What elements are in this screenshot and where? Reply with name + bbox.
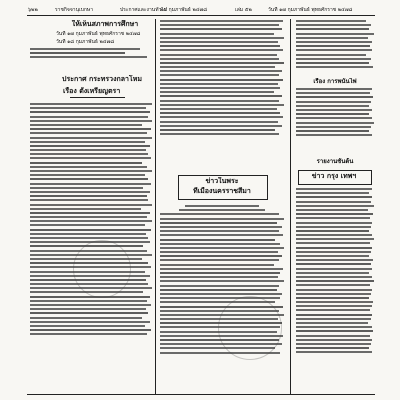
section-title: ให้เห็นสภาพการศึกษา xyxy=(71,20,139,28)
announcement-subject: เรื่อง ตั้งเหรียญตรา xyxy=(63,87,121,95)
right-heading-1: เรื่อง การพนันไพ่ xyxy=(313,78,357,85)
middle-article-bottom xyxy=(160,205,284,390)
watermark-stamp-left xyxy=(73,240,131,298)
announcement-underline xyxy=(70,97,125,98)
left-page-number: ๖๒๒ xyxy=(28,7,38,13)
first-issue-line2: วันที่ ๑๘ กุมภาพันธ์ ๒๔๗๘ xyxy=(56,39,115,45)
column-divider-right xyxy=(290,19,291,394)
middle-box-title-line1: ข่าวในพระ xyxy=(205,177,239,185)
right-column-middle xyxy=(296,88,374,158)
right-header-date: วันที่ ๑๗ กุมภาพันธ์ พุทธศักราช ๒๔๗๘ xyxy=(268,7,353,13)
right-volume: เล่ม ๕๒ xyxy=(235,7,252,13)
right-heading-2: รายงานชั้นต้น xyxy=(316,158,354,165)
left-header-date: ๒๔ กุมภาพันธ์ ๒๔๗๘ xyxy=(160,7,208,13)
middle-box-title-line2: ที่เมืองนครราชสีมา xyxy=(193,187,251,195)
watermark-stamp-middle xyxy=(218,296,282,360)
right-column-bottom xyxy=(296,188,374,388)
first-issue-line1: วันที่ ๑๗ กุมภาพันธ์ พุทธศักราช ๒๔๗๘ xyxy=(56,31,141,37)
bottom-divider xyxy=(27,394,375,395)
announcement-heading: ประกาศ กระทรวงกลาโหม xyxy=(62,75,142,83)
left-header-info: ประกาศและงานทั่วไป xyxy=(120,7,167,13)
middle-article-top xyxy=(160,20,284,165)
column-divider-left xyxy=(155,19,156,394)
header-divider xyxy=(27,15,375,16)
left-header-title: ราชกิจจานุเบกษา xyxy=(55,7,94,13)
notice-body-top xyxy=(30,48,152,63)
right-box-title: ข่าว กรุง เทพฯ xyxy=(311,172,357,180)
